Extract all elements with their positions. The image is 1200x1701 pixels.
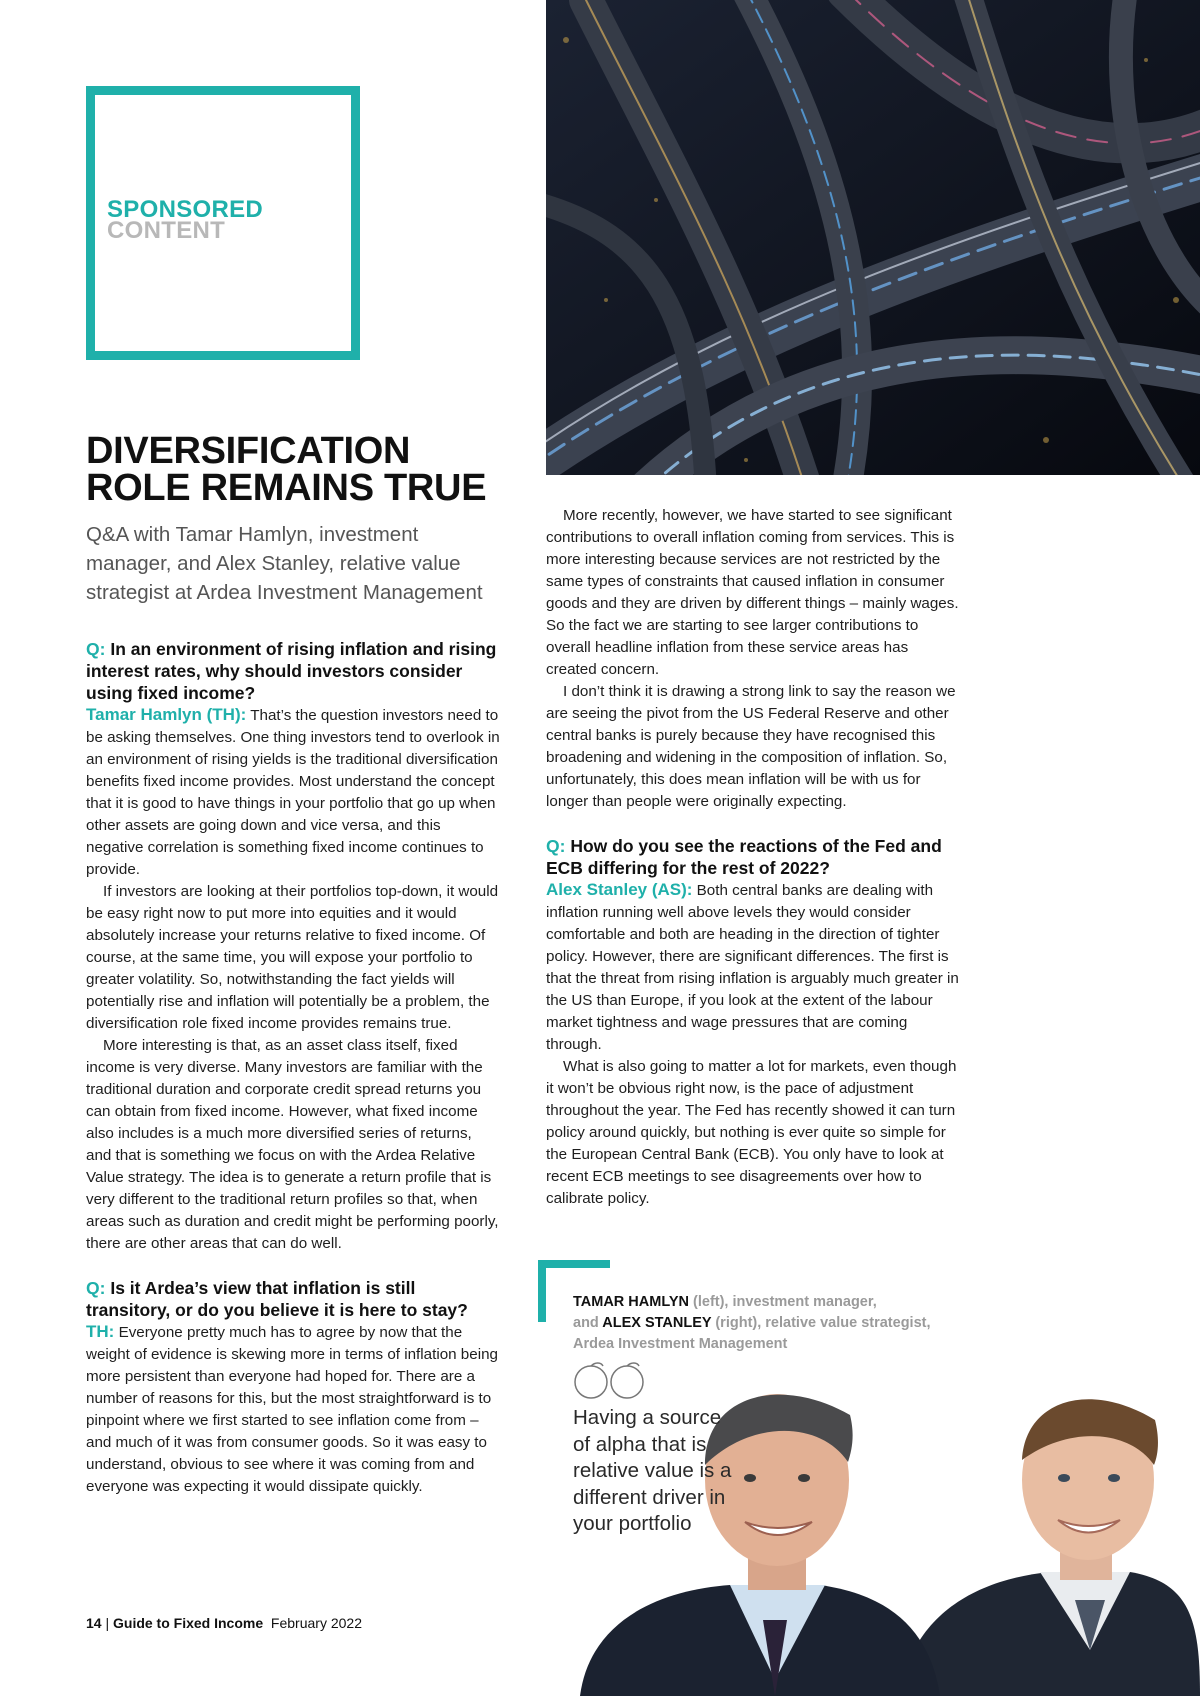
sponsored-content-box [86, 86, 360, 360]
headline-line-1: DIVERSIFICATION [86, 430, 411, 472]
question-2-text: Is it Ardea’s view that inflation is still transitory, or do you believe it is here to stay? [86, 1278, 468, 1320]
caption-and: and [573, 1315, 603, 1331]
answer-1-paragraph-3: More interesting is that, as an asset class itself, fixed income is very diverse. Many investors are familiar with the traditional duration and corporate credit spread returns you can obtain from fixed income. However, what fixed income also includes is a much more diversified series of returns, and that is something we focus on with the Ardea Relative Value strategy. The idea is to generate a return profile that is very different to the traditional return profiles so that, when areas such as duration and credit might be performing poorly, there are other areas that can do well. [86, 1037, 499, 1252]
question-1 [86, 638, 501, 704]
right-paragraph-1: More recently, however, we have started to see significant contributions to overall inflation coming from services. This is more interesting because services are not restricted by the same types of constraints that caused inflation in consumer goods and they are driven by different things – mainly wages. So the fact we are starting to see larger contributions to overall headline inflation from these service areas has created concern. [546, 507, 959, 678]
answer-2-text-1: Everyone pretty much has to agree by now that the weight of evidence is skewing more in terms of inflation being more persistent than everyone had hoped for. There are a number of reasons for this, but the most straightforward is to pinpoint where we first started to see inflation come from – and much of it was from consumer goods. So it was easy to understand, obvious to see where it was coming from and everyone was expecting it would dissipate quickly. [86, 1324, 498, 1495]
caption-desc-tamar: (left), investment manager, [689, 1294, 877, 1310]
highway-illustration [546, 0, 1200, 475]
q-marker: Q: [86, 1278, 106, 1298]
answer-3-paragraph-2: What is also going to matter a lot for markets, even though it won’t be obvious right now, is the pace of adjustment throughout the year. The Fed has recently showed it can turn policy around quickly, but nothing is ever quite so simple for the European Central Bank (ECB). You only have to look at recent ECB meetings to see disagreements over how to calibrate policy. [546, 1058, 957, 1207]
left-column [86, 638, 501, 1498]
page-number: 14 [86, 1615, 102, 1631]
caption-name-tamar: TAMAR HAMLYN [573, 1294, 689, 1310]
page-footer [86, 1615, 362, 1631]
issue-date: February 2022 [270, 1615, 362, 1631]
answer-2-paragraph-1 [86, 1321, 501, 1498]
right-paragraph-2: I don’t think it is drawing a strong link to say the reason we are seeing the pivot from the US Federal Reserve and other central banks is purely because they have recognised this broadening and widening in the composition of inflation. So, unfortunately, this does mean inflation will be with us for longer than people were originally expecting. [546, 683, 956, 810]
speaker-th: TH: [86, 1322, 115, 1341]
answer-1-text-1: That’s the question investors need to be asking themselves. One thing investors tend to overlook in an environment of rising yields is the traditional diversification benefits fixed income provides. Most understand the concept that it is good to have things in your portfolio that go up when other assets are going down and vice versa, and this negative correlation is something fixed income continues to provide. [86, 707, 500, 878]
question-2 [86, 1277, 501, 1321]
article-headline [86, 430, 506, 509]
hero-photo-highway-interchange [546, 0, 1200, 475]
publication-name: Guide to Fixed Income [113, 1615, 264, 1631]
question-3 [546, 835, 962, 879]
caption-desc-alex: (right), relative value strategist, Ardea Investment Management [573, 1315, 931, 1352]
speaker-alex-stanley: Alex Stanley (AS): [546, 880, 693, 899]
headline-line-2: ROLE REMAINS TRUE [86, 467, 487, 509]
speaker-tamar-hamlyn: Tamar Hamlyn (TH): [86, 705, 247, 724]
pull-quote: Having a source of alpha that is relative value is a different driver in your portfolio [573, 1406, 732, 1535]
caption-name-alex: ALEX STANLEY [602, 1315, 712, 1331]
right-column [546, 505, 962, 1210]
portrait-alex-stanley [900, 1399, 1200, 1696]
content-label: CONTENT [107, 217, 226, 244]
article-standfirst: Q&A with Tamar Hamlyn, investment manager, and Alex Stanley, relative value strategist at Ardea Investment Management [86, 523, 483, 604]
photo-caption [573, 1292, 943, 1355]
q-marker: Q: [86, 639, 106, 659]
quote-marks-icon [573, 1360, 653, 1402]
answer-1-paragraph-1 [86, 704, 501, 881]
answer-1-paragraph-2: If investors are looking at their portfolios top-down, it would be easy right now to put more into equities and it would absolutely increase your returns relative to fixed income. Of course, at the same time, you will expose your portfolio to greater volatility. So, notwithstanding the fact yields will potentially rise and inflation will potentially be a problem, the diversification role fixed income provides remains true. [86, 883, 499, 1032]
answer-3-paragraph-1 [546, 879, 962, 1056]
answer-3-text-1: Both central banks are dealing with inflation running well above levels they would consider comfortable and both are heading in the direction of tighter policy. However, there are significant differences. The first is that the threat from rising inflation is arguably much greater in the US than Europe, if you look at the extent of the labour market tightness and wage pressures that are coming through. [546, 882, 959, 1053]
question-3-text: How do you see the reactions of the Fed and ECB differing for the rest of 2022? [546, 836, 942, 878]
footer-separator: | [101, 1615, 113, 1631]
question-1-text: In an environment of rising inflation and rising interest rates, why should investors consider using fixed income? [86, 639, 497, 703]
sponsored-label: SPONSORED [107, 196, 264, 223]
q-marker: Q: [546, 836, 566, 856]
